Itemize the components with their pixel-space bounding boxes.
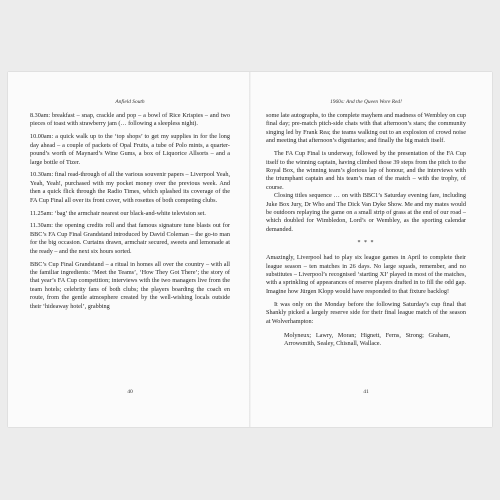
right-running-head: 1960s: And the Queen Wore Red! (330, 99, 402, 105)
paragraph: Closing titles sequence … on with BBC1’s Saturday evening fare, including Juke Box Jury, Dr Who and The Dick Van Dyke Show. Me and my mates would be outdoors replaying the game on a small strip of grass at the end of our road – which doubled for Wimbledon, Lord’s or Wembley, as the sporting calendar demanded. (266, 192, 466, 233)
left-page-number: 40 (127, 389, 133, 395)
paragraph: The FA Cup Final is underway, followed by the presentation of the FA Cup itself to the winning captain, having climbed those 39 steps from the pitch to the Royal Box, the winning team’s glorious lap of honour, and the interviews with the triumphant captain and his team’s man of the match – with the trophy, of course. (266, 150, 466, 191)
paragraph: 10.30am: final read-through of all the various souvenir papers – Liverpool Yeah, Yeah, Yeah!, purchased with my pocket money over the previous week. And then a quick flick through the Radio Times, which splashed its coverage of the FA Cup Final all over its front cover, with rosettes of both competing clubs. (30, 171, 230, 204)
paragraph: 11.25am: ‘bag’ the armchair nearest our black-and-white television set. (30, 209, 206, 217)
paragraph: Amazingly, Liverpool had to play six league games in April to complete their league season – ten matches in 26 days. No large squads, remember, and no substitutes – Liverpool’s recognised ‘starting XI’ played in most of the matches, with a sprinkling of appearances of reserve players drafted in to fill the odd gap. Imagine how Jürgen Klopp would have responded to that fixture backlog! (266, 254, 466, 295)
team-lineup: Molyneux; Lawry, Moran; Hignett, Ferns, Strong; Graham, Arrowsmith, Sealey, Chisnall, Wallace. (284, 331, 450, 348)
paragraph: some late autographs, to the complete mayhem and madness of Wembley on cup final day; pre-match pitch-side chats with that afternoon’s stars; the community singing led by Frank Rea; the teams walking out to an explosion of crowd noise and meeting that afternoon’s dignitaries; and finally the big match itself. (266, 112, 466, 145)
book-spread (8, 72, 492, 427)
paragraph: 8.30am: breakfast – snap, crackle and pop – a bowl of Rice Krispies – and two pieces of toast with strawberry jam (… following a sleepless night). (30, 112, 230, 128)
right-page-body (266, 112, 466, 353)
section-break: * * * (357, 240, 375, 247)
left-running-head: Anfield South (115, 99, 145, 105)
paragraph: 10.00am: a quick walk up to the ‘top shops’ to get my supplies in for the long day ahead – a couple of packets of Opal Fruits, a tube of Polo mints, a quarter-pound’s worth of Maynard’s Wine Gums, a box of Liquorice Allsorts – and a large bottle of Tizer. (30, 133, 230, 166)
right-page (266, 72, 466, 427)
right-page-number: 41 (363, 389, 369, 395)
paragraph: BBC’s Cup Final Grandstand – a ritual in homes all over the country – with all the familiar ingredients: ‘Meet the Teams’, ‘How They Got There’; the story of that year’s FA Cup competition; interviews with the two managers live from the team hotels; celebrity fans of both clubs; the players boarding the coach en route, from the gentle atmosphere created by the well-wishing locals outside their ‘hideaway hotel’, grabbing (30, 260, 230, 310)
paragraph: 11.30am: the opening credits roll and that famous signature tune blasts out for BBC’s FA Cup Final Grandstand introduced by David Coleman – the go-to man for the big occasion. Curtains drawn, armchair secured, sweets and lemonade at the ready – and the next six hours sorted. (30, 222, 230, 255)
book-gutter (249, 72, 251, 427)
left-page (30, 72, 230, 427)
left-page-body (30, 112, 230, 316)
paragraph: It was only on the Monday before the following Saturday’s cup final that Shankly picked a largely reserve side for their final league match of the season at Wolverhampton: (266, 300, 466, 325)
